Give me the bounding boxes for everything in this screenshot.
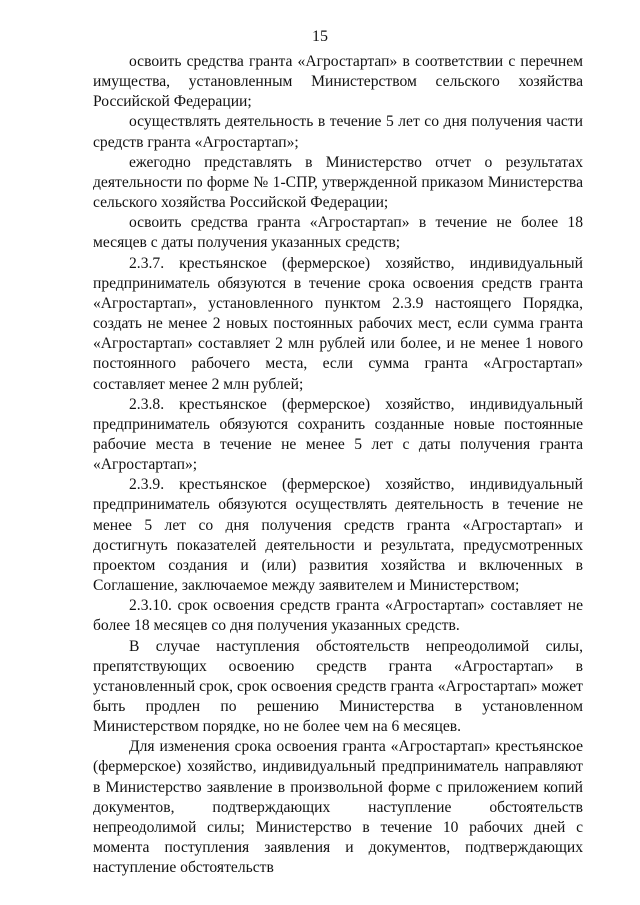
paragraph-3: ежегодно представлять в Министерство отчет о результатах деятельности по форме № 1-СПР, утвержденной приказом Министерства сельского хозяйства Российской Федерации; <box>93 153 583 212</box>
paragraph-extension-procedure: Для изменения срока освоения гранта «Агростартап» крестьянское (фермерское) хозяйство, индивидуальный предприниматель направляют в Министерство заявление в произвольной форме с приложением копий документов, подтверждающих наступление обстоятельств непреодолимой силы; Министерство в течение 10 рабочих дней с момента поступления заявления и документов, подтверждающих наступление обстоятельств <box>93 738 583 877</box>
paragraph-2: осуществлять деятельность в течение 5 лет со дня получения части средств гранта «Агростартап»; <box>93 113 583 151</box>
paragraph-1: освоить средства гранта «Агростартап» в соответствии с перечнем имущества, установленным Министерством сельского хозяйства Российской Федерации; <box>93 53 583 111</box>
paragraph-4: освоить средства гранта «Агростартап» в течение не более 18 месяцев с даты получения указанных средств; <box>93 214 583 252</box>
document-body <box>93 52 583 878</box>
paragraph-2-3-10: 2.3.10. срок освоения средств гранта «Агростартап» составляет не более 18 месяцев со дня получения указанных средств. <box>93 597 583 635</box>
paragraph-force-majeure: В случае наступления обстоятельств непреодолимой силы, препятствующих освоению средств гранта «Агростартап» в установленный срок, срок освоения средств гранта «Агростартап» может быть продлен по решению Министерства в установленном Министерством порядке, но не более чем на 6 месяцев. <box>93 637 583 736</box>
paragraph-2-3-8: 2.3.8. крестьянское (фермерское) хозяйство, индивидуальный предприниматель обязуются сохранить созданные новые постоянные рабочие места в течение не менее 5 лет с даты получения гранта «Агростартап»; <box>93 395 583 474</box>
paragraph-2-3-9: 2.3.9. крестьянское (фермерское) хозяйство, индивидуальный предприниматель обязуются осуществлять деятельность в течение не менее 5 лет со дня получения средств гранта «Агростартап» и достигнуть показателей деятельности и результата, предусмотренных проектом создания и (или) развития хозяйства и включенных в Соглашение, заключаемое между заявителем и Министерством; <box>93 476 583 595</box>
page-number: 15 <box>312 28 328 45</box>
paragraph-2-3-7: 2.3.7. крестьянское (фермерское) хозяйство, индивидуальный предприниматель обязуются в течение срока освоения средств гранта «Агростартап», установленного пунктом 2.3.9 настоящего Порядка, создать не менее 2 новых постоянных рабочих мест, если сумма гранта «Агростартап» составляет 2 млн рублей или более, и не менее 1 нового постоянного рабочего места, если сумма гранта «Агростартап» составляет менее 2 млн рублей; <box>93 254 583 393</box>
